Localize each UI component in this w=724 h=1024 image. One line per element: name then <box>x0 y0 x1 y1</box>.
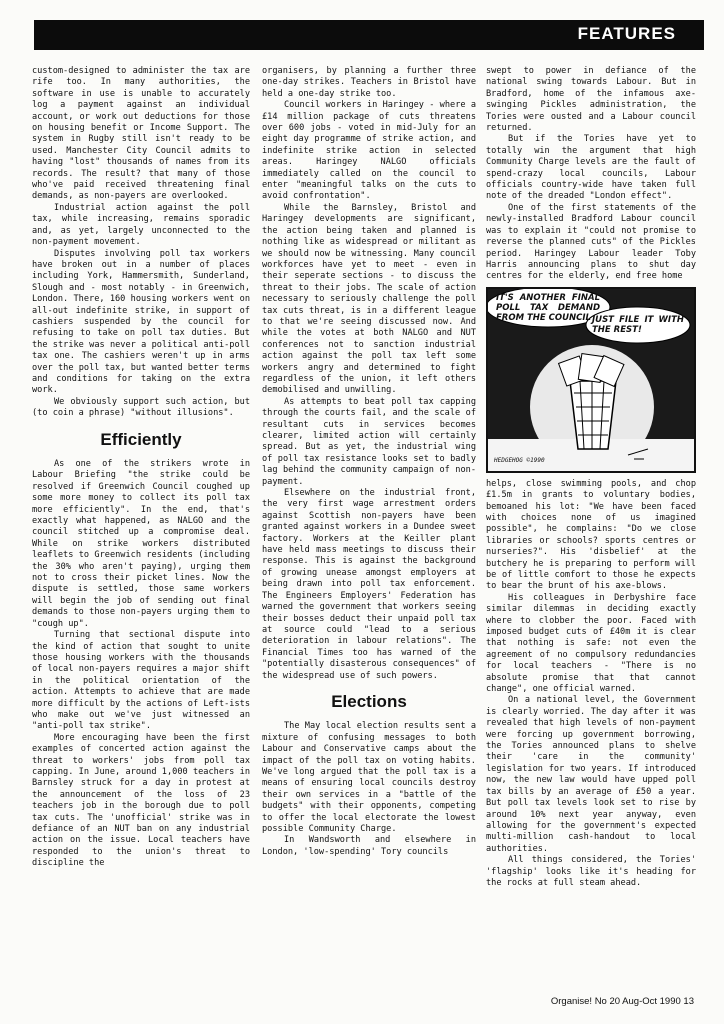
paragraph: On a national level, the Government is clearly worried. The day after it was revealed that high levels of non-payment were forcing up government borrowing, the Tories announced plans to shelve their 'care in the community' legislation for two years. If introduced now, the new law would have upped poll tax bills by an average of £50 a year. But poll tax levels look set to rise by around 10% next year anyway, even allowing for the government's expected multi-million cash-handout to local authorities. <box>486 695 696 854</box>
paragraph: Disputes involving poll tax workers have broken out in a number of places including York, Hammersmith, Sunderland, Slough and - most notably - in Greenwich, London. There, 160 housing workers went on all-out indefinite strike, in support of cashiers suspended by the council for refusing to take on poll tax duties. But the strike was never a political anti-poll tax one. The cashiers weren't up in arms over the poll tax, but wanted better terms and conditions for taking on the extra work. <box>32 248 250 396</box>
paragraph: As one of the strikers wrote in Labour Briefing "the strike could be resolved if Greenwich Council coughed up some more money to collect its poll tax more efficiently". In the end, that's exactly what happened, as NALGO and the council stitched up a compromise deal. While on strike workers distributed leaflets to Greenwich residents (including the 30% who aren't paying), urging them not to cross their picket lines. Now the dispute is settled, those same workers will begin the job of sending out final demands to those non-payers urging them to "cough up". <box>32 459 250 629</box>
subheading-elections: Elections <box>331 691 407 711</box>
cartoon-signature: HEDGEHOG ©1990 <box>494 457 545 465</box>
article-column-1 <box>32 66 250 986</box>
speech-bubble-left: IT'S ANOTHER FINAL POLL TAX DEMAND FROM THE COUNCIL <box>496 292 600 323</box>
paragraph: Elsewhere on the industrial front, the very first wage arrestment orders against Scottish non-payers have been granted against workers in a Dundee sweet factory. Workers at the Keiller plant have held mass meetings to discuss their response. This is against the background of growing unease amongst employers at being drawn into poll tax enforcement. The Engineers Employers' Federation has warned the government that workers seeing their bosses deduct their unpaid poll tax at source could "lead to a serious deterioration in labour relations". The Financial Times too has warned of the "potentially disasterous consequences" of the widespread use of such powers. <box>262 488 476 681</box>
paragraph: One of the first statements of the newly-installed Bradford Labour council was to explain it "could not promise to reverse the planned cuts" of the Pickles period. Haringey Labour leader Toby Harris announcing plans to shut day centres for the elderly, end free home <box>486 202 696 282</box>
paragraph: organisers, by planning a further three one-day strikes. Teachers in Bristol have held a one-day strike too. <box>262 66 476 99</box>
article-column-2 <box>262 66 476 986</box>
paragraph: While the Barnsley, Bristol and Haringey developments are significant, the action being taken and planned is nothing like as widespread or militant as we should now be witnessing. Many council workforces have yet to meet - even in their seperate sections - to discuss the threat to their jobs. The scale of action necessary to seriously challenge the poll tax cuts threat, is in a different league to that we're seeing discussed now. And while the votes at both NALGO and NUT conferences not to sanction industrial action against the poll tax left some workers angry and determined to fight regardless of the union, it left others demobilised and unwilling. <box>262 202 476 396</box>
cartoon-illustration <box>486 287 696 473</box>
paragraph: But if the Tories have yet to totally win the argument that high Community Charge levels are the fault of spend-crazy local councils, Labour officials country-wide have taken full note of the dreaded "London effect". <box>486 134 696 202</box>
paragraph: swept to power in defiance of the national swing towards Labour. But in Bradford, home of the infamous axe-swinging Pickles administration, the Tories were ousted and a Labour council returned. <box>486 66 696 134</box>
paragraph: More encouraging have been the first examples of concerted action against the threat to workers' jobs from poll tax capping. In June, around 1,000 teachers in Barnsley struck for a day in protest at the announcement of the loss of 23 teachers job in the borough due to poll tax cuts. The 'unofficial' strike was in defiance of an NUT ban on any industrial action on the issue. Local teachers have responded to the union's threat to discipline the <box>32 732 250 869</box>
paragraph: Council workers in Haringey - where a £14 million package of cuts threatens over 600 jobs - voted in mid-July for an eight day programme of strike action, and indefinite strike action in selected areas. Haringey NALGO officials immediately called on the council to enter "meaningful talks on the cuts to avoid confrontation". <box>262 100 476 202</box>
paragraph: custom-designed to administer the tax are rife too. In many authorities, the software in use is unable to accurately log a payment against an individual account, or work out deductions for those on housing benefit or Income Support. The system in Rugby still isn't ready to be used. Manchester City Council admits to having "lost" thousands of names from its records. The result? that many of those who've paid received threatening final demands, as non-payers are overlooked. <box>32 66 250 202</box>
page-footer: Organise! No 20 Aug-Oct 1990 13 <box>550 996 694 1007</box>
subheading-efficiently: Efficiently <box>100 429 182 449</box>
paragraph: In Wandsworth and elsewhere in London, 'low-spending' Tory councils <box>262 835 476 857</box>
paragraph: The May local election results sent a mixture of confusing messages to both Labour and Conservative camps about the impact of the poll tax on voting habits. We've long argued that the poll tax is a means of ensuring local councils destroy their own services in a "battle of the budgets" with their opponents, competing to offer the local electorate the lowest possible Community Charge. <box>262 721 476 834</box>
paragraph: We obviously support such action, but (to coin a phrase) "without illusions". <box>32 396 250 419</box>
header-band <box>34 20 704 50</box>
paragraph: Turning that sectional dispute into the kind of action that sought to unite those housing workers with the thousands of local non-payers requires a major shift in the political orientation of the action. Attempts to achieve that are made more difficult by the actions of Left-ists who make out we've just witnessed an "anti-poll tax strike". <box>32 630 250 732</box>
article-column-3 <box>486 66 696 986</box>
paragraph: Industrial action against the poll tax, while increasing, remains sporadic and, as yet, largely unconnected to the non-payment movement. <box>32 202 250 248</box>
paragraph: His colleagues in Derbyshire face similar dilemmas in deciding exactly where to clobber the poor. Faced with imposed budget cuts of £40m it is clear that nothing is safe: not even the agreement of no compulsory redundancies for local teachers - "There is no absolute promise that that cannot change", one official warned. <box>486 592 696 695</box>
paragraph: helps, close swimming pools, and chop £1.5m in grants to voluntary bodies, bemoaned his lot: "We have been faced with choices none of us imagined possible", he complains: "Do we close libraries or schools? sports centres or nurseries?". His 'disbelief' at the butchery he is preparing to perform will be of little comfort to those he expects to bear the brunt of his axe-blows. <box>486 478 696 592</box>
paragraph: As attempts to beat poll tax capping through the courts fail, and the scale of resultant cuts in services becomes clearer, limited action will certainly spread. But as yet, the industrial wing of poll tax resistance looks set to badly lag behind the community campaign of non-payment. <box>262 396 476 487</box>
section-title: FEATURES <box>577 24 676 43</box>
speech-bubble-right: JUST FILE IT WITH THE REST! <box>592 314 684 335</box>
paragraph: All things considered, the Tories' 'flagship' looks like it's heading for the rocks at full steam ahead. <box>486 855 696 888</box>
